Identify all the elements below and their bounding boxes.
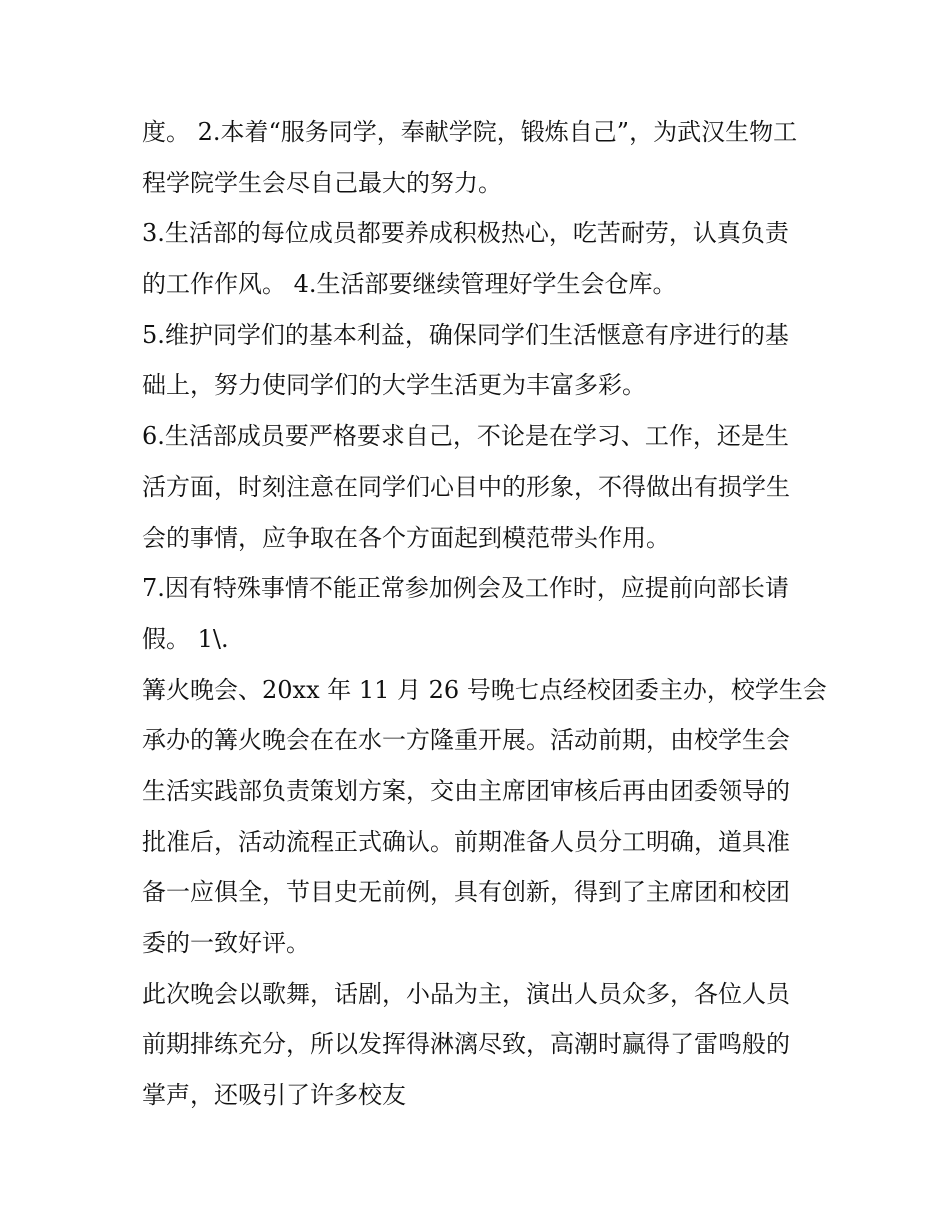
text-line: 掌声，还吸引了许多校友 — [142, 1081, 406, 1110]
text-line: 承办的篝火晚会在在水一方隆重开展。活动前期，由校学生会 — [142, 726, 790, 755]
text-line: 篝火晚会、20xx 年 11 月 26 号晚七点经校团委主办，校学生会 — [142, 675, 827, 704]
text-line: 程学院学生会尽自己最大的努力。 — [142, 168, 502, 197]
text-line: 度。 2.本着“服务同学，奉献学院，锻炼自己”，为武汉生物工 — [142, 118, 798, 146]
text-line: 5.维护同学们的基本利益，确保同学们生活惬意有序进行的基 — [142, 320, 789, 349]
text-line: 此次晚会以歌舞，话剧，小品为主，演出人员众多，各位人员 — [142, 979, 790, 1008]
document-body — [142, 107, 827, 1121]
text-line: 备一应俱全，节目史无前例，具有创新，得到了主席团和校团 — [142, 878, 790, 907]
text-line: 委的一致好评。 — [142, 929, 310, 957]
text-line: 会的事情，应争取在各个方面起到模范带头作用。 — [142, 523, 670, 552]
text-line: 3.生活部的每位成员都要养成积极热心，吃苦耐劳，认真负责 — [142, 219, 789, 248]
text-line: 活方面，时刻注意在同学们心目中的形象，不得做出有损学生 — [142, 472, 790, 501]
text-line: 假。 1\. — [142, 624, 229, 653]
text-line: 7.因有特殊事情不能正常参加例会及工作时，应提前向部长请 — [142, 574, 789, 603]
text-line: 前期排练充分，所以发挥得淋漓尽致，高潮时赢得了雷鸣般的 — [142, 1030, 790, 1059]
text-line: 6.生活部成员要严格要求自己，不论是在学习、工作，还是生 — [142, 422, 789, 451]
text-line: 础上，努力使同学们的大学生活更为丰富多彩。 — [142, 371, 646, 400]
text-line: 的工作作风。 4.生活部要继续管理好学生会仓库。 — [142, 270, 677, 299]
text-line: 批准后，活动流程正式确认。前期准备人员分工明确，道具准 — [142, 827, 790, 856]
text-line: 生活实践部负责策划方案，交由主席团审核后再由团委领导的 — [142, 776, 790, 805]
